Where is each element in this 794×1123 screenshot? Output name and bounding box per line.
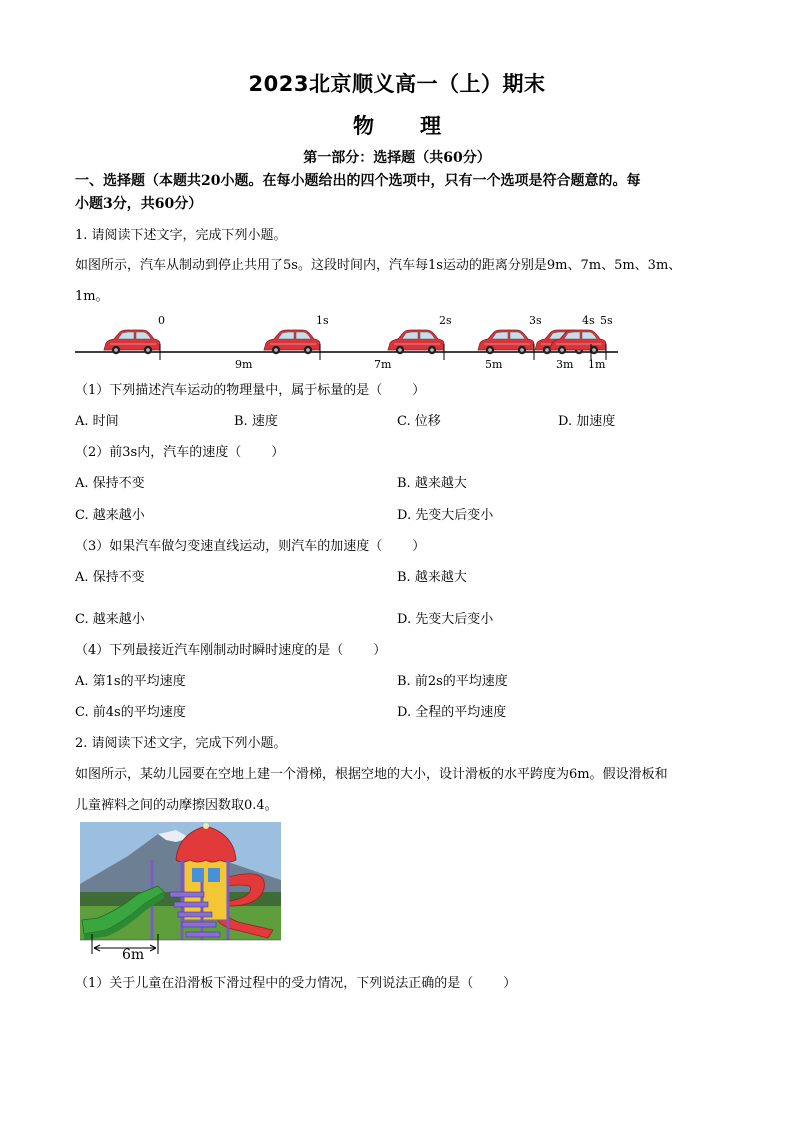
q2-sub1-stem: （1）关于儿童在沿滑板下滑过程中的受力情况，下列说法正确的是（ ） <box>75 976 517 991</box>
page-title: 2023北京顺义高一（上）期末 <box>248 72 546 96</box>
q1-sub3-option-c[interactable]: C. 越来越小 <box>75 612 145 627</box>
car-position-2s <box>388 330 444 354</box>
q1-sub4-option-b[interactable]: B. 前2s的平均速度 <box>397 674 508 689</box>
q1-sub2-option-d[interactable]: D. 先变大后变小 <box>397 508 494 523</box>
q1-sub4-option-c[interactable]: C. 前4s的平均速度 <box>75 705 186 720</box>
q1-sub1-option-d[interactable]: D. 加速度 <box>558 414 616 429</box>
part-heading: 第一部分：选择题（共60分） <box>303 150 491 166</box>
q2-text-line1: 如图所示，某幼儿园要在空地上建一个滑梯，根据空地的大小，设计滑板的水平跨度为6m。假设滑板和 <box>75 767 668 782</box>
time-label-2s: 2s <box>439 314 452 327</box>
slide-figure <box>78 822 288 962</box>
q1-sub1-option-a[interactable]: A. 时间 <box>75 414 119 429</box>
car-position-1s <box>264 330 320 354</box>
q1-sub4-stem: （4）下列最接近汽车刚制动时瞬时速度的是（ ） <box>75 643 387 658</box>
q1-sub2-option-b[interactable]: B. 越来越大 <box>397 476 467 491</box>
q2-text-line2: 儿童裤料之间的动摩擦因数取0.4。 <box>75 798 278 813</box>
q1-sub1-option-b[interactable]: B. 速度 <box>234 414 278 429</box>
time-label-0: 0 <box>158 314 165 327</box>
span-label: 6m <box>122 947 145 963</box>
section-heading-line1: 一、选择题（本题共20小题。在每小题给出的四个选项中，只有一个选项是符合题意的。每 <box>75 173 641 189</box>
distance-label-9m: 9m <box>235 358 253 371</box>
car-braking-figure <box>0 312 794 372</box>
q1-text-line2: 1m。 <box>75 289 109 304</box>
car-position-3s <box>478 330 534 354</box>
q1-sub4-option-a[interactable]: A. 第1s的平均速度 <box>75 674 186 689</box>
q1-sub2-option-c[interactable]: C. 越来越小 <box>75 508 145 523</box>
q1-sub1-option-c[interactable]: C. 位移 <box>397 414 441 429</box>
time-label-5s: 5s <box>600 314 613 327</box>
time-label-1s: 1s <box>316 314 329 327</box>
distance-label-1m: 1m <box>588 358 606 371</box>
section-heading-line2: 小题3分，共60分） <box>75 196 203 212</box>
q2-intro: 2. 请阅读下述文字，完成下列小题。 <box>75 736 287 751</box>
distance-label-5m: 5m <box>485 358 503 371</box>
q1-sub3-option-d[interactable]: D. 先变大后变小 <box>397 612 494 627</box>
time-label-3s: 3s <box>529 314 542 327</box>
distance-label-7m: 7m <box>374 358 392 371</box>
car-position-0 <box>104 330 160 354</box>
q1-sub2-stem: （2）前3s内，汽车的速度（ ） <box>75 445 285 460</box>
q1-sub3-stem: （3）如果汽车做匀变速直线运动，则汽车的加速度（ ） <box>75 539 426 554</box>
q1-text-line1: 如图所示，汽车从制动到停止共用了5s。这段时间内，汽车每1s运动的距离分别是9m、7m、5m、3m、 <box>75 258 682 273</box>
q1-sub2-option-a[interactable]: A. 保持不变 <box>75 476 145 491</box>
q1-sub1-stem: （1）下列描述汽车运动的物理量中，属于标量的是（ ） <box>75 383 426 398</box>
q1-sub3-option-a[interactable]: A. 保持不变 <box>75 570 145 585</box>
distance-label-3m: 3m <box>556 358 574 371</box>
q1-sub4-option-d[interactable]: D. 全程的平均速度 <box>397 705 507 720</box>
time-label-4s: 4s <box>582 314 595 327</box>
q1-sub3-option-b[interactable]: B. 越来越大 <box>397 570 467 585</box>
q1-intro: 1. 请阅读下述文字，完成下列小题。 <box>75 228 287 243</box>
subject-title: 物理 <box>353 114 487 138</box>
